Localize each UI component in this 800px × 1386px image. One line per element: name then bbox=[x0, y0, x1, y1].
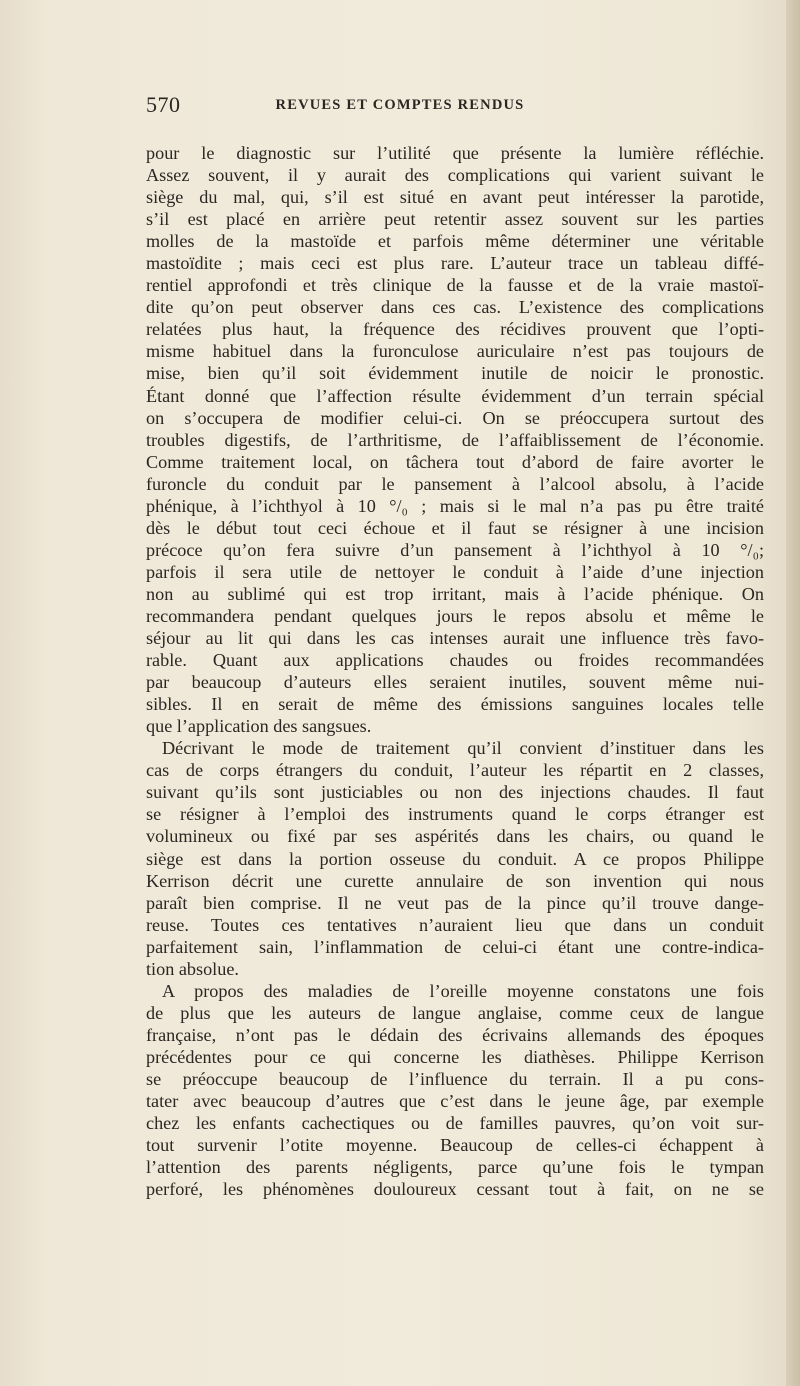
text-line: suivant qu’ils sont justiciables ou non des injections chaudes. Il faut bbox=[146, 782, 764, 803]
text-line: on s’occupera de modifier celui-ci. On se préoccupera surtout des bbox=[146, 407, 764, 428]
text-line: troubles digestifs, de l’arthritisme, de l’affaiblissement de l’économie. bbox=[146, 429, 764, 450]
text-line: que l’application des sangsues. bbox=[146, 716, 372, 737]
text-line: s’il est placé en arrière peut retentir assez souvent sur les parties bbox=[146, 209, 764, 230]
page-header bbox=[0, 92, 800, 122]
text-line: tout survenir l’otite moyenne. Beaucoup de celles-ci échappent à bbox=[146, 1135, 764, 1156]
text-line: rentiel approfondi et très clinique de la fausse et de la vraie mastoï- bbox=[146, 275, 764, 296]
text-line: française, n’ont pas le dédain des écrivains allemands des époques bbox=[146, 1024, 764, 1045]
text-line: volumineux ou fixé par ses aspérités dans les chairs, ou quand le bbox=[146, 826, 764, 847]
text-line: l’attention des parents négligents, parce qu’une fois le tympan bbox=[146, 1157, 764, 1178]
text-line: A propos des maladies de l’oreille moyenne constatons une fois bbox=[162, 980, 764, 1001]
text-line: par beaucoup d’auteurs elles seraient inutiles, souvent même nui- bbox=[146, 672, 764, 693]
text-line: précédentes pour ce qui concerne les diathèses. Philippe Kerrison bbox=[146, 1046, 764, 1067]
text-line: Assez souvent, il y aurait des complications qui varient suivant le bbox=[146, 165, 764, 186]
text-line: furoncle du conduit par le pansement à l’alcool absolu, à l’acide bbox=[146, 473, 764, 494]
text-line: mise, bien qu’il soit évidemment inutile de noicir le pronostic. bbox=[146, 363, 764, 384]
text-line: précoce qu’on fera suivre d’un pansement à l’ichthyol à 10 °/₀; bbox=[146, 539, 764, 560]
text-line: se préoccupe beaucoup de l’influence du terrain. Il a pu cons- bbox=[146, 1068, 764, 1089]
text-line: parfois il sera utile de nettoyer le conduit à l’aide d’une injection bbox=[146, 561, 764, 582]
page-number: 570 bbox=[146, 92, 181, 117]
text-line: Étant donné que l’affection résulte évidemment d’un terrain spécial bbox=[146, 385, 764, 406]
text-line: relatées plus haut, la fréquence des récidives prouvent que l’opti- bbox=[146, 319, 764, 340]
text-line: misme habituel dans la furonculose auriculaire n’est pas toujours de bbox=[146, 341, 764, 362]
text-line: reuse. Toutes ces tentatives n’auraient lieu que dans un conduit bbox=[146, 914, 764, 935]
page-gutter-shadow bbox=[786, 0, 800, 1386]
text-line: parfaitement sain, l’inflammation de celui-ci étant une contre-indica- bbox=[146, 936, 764, 957]
text-line: chez les enfants cachectiques ou de familles pauvres, qu’on voit sur- bbox=[146, 1113, 764, 1134]
text-line: dès le début tout ceci échoue et il faut se résigner à une incision bbox=[146, 517, 764, 538]
body-text bbox=[146, 142, 764, 1200]
text-line: Décrivant le mode de traitement qu’il convient d’instituer dans les bbox=[162, 738, 764, 759]
text-line: tater avec beaucoup d’autres que c’est dans le jeune âge, par exemple bbox=[146, 1091, 764, 1112]
text-line: dite qu’on peut observer dans ces cas. L’existence des complications bbox=[146, 297, 764, 318]
text-line: perforé, les phénomènes douloureux cessant tout à fait, on ne se bbox=[146, 1179, 764, 1200]
text-line: molles de la mastoïde et parfois même déterminer une véritable bbox=[146, 231, 764, 252]
text-line: non au sublimé qui est trop irritant, mais à l’acide phénique. On bbox=[146, 583, 764, 604]
text-line: phénique, à l’ichthyol à 10 °/₀ ; mais si le mal n’a pas pu être traité bbox=[146, 495, 764, 516]
text-line: tion absolue. bbox=[146, 958, 239, 979]
text-line: paraît bien comprise. Il ne veut pas de la pince qu’il trouve dange- bbox=[146, 892, 764, 913]
text-line: se résigner à l’emploi des instruments quand le corps étranger est bbox=[146, 804, 764, 825]
running-title: REVUES ET COMPTES RENDUS bbox=[275, 97, 525, 113]
text-line: sibles. Il en serait de même des émissions sanguines locales telle bbox=[146, 694, 764, 715]
text-line: Comme traitement local, on tâchera tout d’abord de faire avorter le bbox=[146, 451, 764, 472]
text-line: de plus que les auteurs de langue anglaise, comme ceux de langue bbox=[146, 1002, 764, 1023]
text-line: Kerrison décrit une curette annulaire de son invention qui nous bbox=[146, 870, 764, 891]
text-line: siège est dans la portion osseuse du conduit. A ce propos Philippe bbox=[146, 848, 764, 869]
text-line: rable. Quant aux applications chaudes ou froides recommandées bbox=[146, 650, 764, 671]
text-line: séjour au lit qui dans les cas intenses aurait une influence très favo- bbox=[146, 628, 764, 649]
text-line: recommandera pendant quelques jours le repos absolu et même le bbox=[146, 605, 764, 626]
text-line: cas de corps étrangers du conduit, l’auteur les répartit en 2 classes, bbox=[146, 760, 764, 781]
text-line: pour le diagnostic sur l’utilité que présente la lumière réfléchie. bbox=[146, 143, 764, 163]
text-line: mastoïdite ; mais ceci est plus rare. L’auteur trace un tableau diffé- bbox=[146, 253, 764, 274]
text-line: siège du mal, qui, s’il est situé en avant peut intéresser la parotide, bbox=[146, 187, 764, 208]
